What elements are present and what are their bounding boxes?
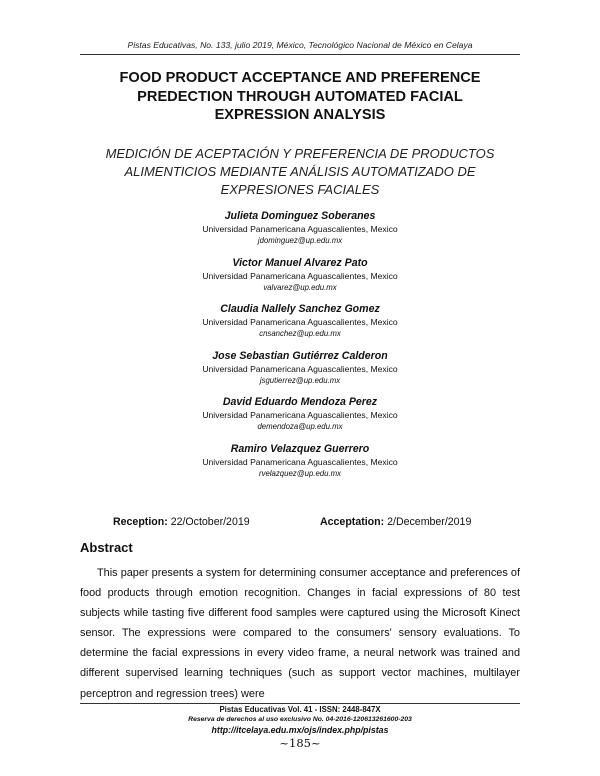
footer-journal: Pistas Educativas Vol. 41 - ISSN: 2448-847X — [219, 705, 381, 714]
reception-label: Reception: — [113, 516, 168, 528]
author-block — [100, 256, 500, 294]
author-block — [100, 302, 500, 340]
author-email[interactable]: cnsanchez@up.edu.mx — [259, 329, 341, 338]
author-email[interactable]: valvarez@up.edu.mx — [263, 282, 337, 292]
author-email[interactable]: jdominguez@up.edu.mx — [257, 236, 343, 245]
paper-title — [70, 69, 530, 125]
author-email[interactable]: demendoza@up.edu.mx — [257, 422, 343, 431]
footer-divider — [80, 703, 520, 704]
author-block — [100, 209, 500, 247]
title-line: FOOD PRODUCT ACCEPTANCE AND PREFERENCE — [119, 70, 481, 86]
page-number: ~185~ — [279, 736, 321, 750]
header-divider — [80, 54, 520, 55]
author-block — [100, 349, 500, 387]
author-email[interactable]: jsgutierrez@up.edu.mx — [259, 375, 341, 385]
author-name: David Eduardo Mendoza Perez — [222, 396, 378, 408]
author-name: Julieta Dominguez Soberanes — [224, 210, 376, 222]
abstract-text: This paper presents a system for determining consumer acceptance and preferences of food products through emotion recognition. Changes in facial expressions of 80 test subjects while tasting five different food samples were captured using the Microsoft Kinect sensor. The expressions were compared to the consumers' sensory evaluations. To determine the facial expressions in every video frame, a neural network was trained and different supervised learning techniques (such as support vector machines, multilayer perceptron and regression trees) were — [80, 567, 520, 700]
paper-subtitle — [70, 145, 530, 199]
reception-value: 22/October/2019 — [170, 516, 250, 528]
abstract-heading: Abstract — [80, 540, 133, 555]
acceptation-label: Acceptation: — [320, 516, 385, 528]
author-block — [100, 442, 500, 480]
subtitle-line: MEDICIÓN DE ACEPTACIÓN Y PREFERENCIA DE PRODUCTOS — [105, 146, 495, 161]
author-name: Victor Manuel Alvarez Pato — [232, 256, 368, 269]
title-line: EXPRESSION ANALYSIS — [214, 107, 386, 123]
page-footer — [0, 705, 600, 751]
title-line: PREDECTION THROUGH AUTOMATED FACIAL — [137, 88, 463, 105]
author-affiliation: Universidad Panamericana Aguascalientes, Mexico — [202, 363, 398, 374]
author-email[interactable]: rvelazquez@up.edu.mx — [258, 468, 342, 478]
subtitle-line: EXPRESIONES FACIALES — [220, 182, 380, 197]
acceptation-date — [320, 515, 471, 529]
running-head: Pistas Educativas, No. 133, julio 2019, México, Tecnológico Nacional de México en Celaya — [127, 40, 473, 50]
subtitle-line: ALIMENTICIOS MEDIANTE ANÁLISIS AUTOMATIZADO DE — [124, 164, 476, 179]
author-name: Claudia Nallely Sanchez Gomez — [220, 303, 380, 315]
author-name: Jose Sebastian Gutiérrez Calderon — [212, 349, 388, 362]
footer-url-link[interactable]: http://itcelaya.edu.mx/ojs/index.php/pistas — [211, 725, 389, 735]
author-list — [100, 209, 500, 488]
acceptation-value: 2/December/2019 — [387, 516, 472, 528]
author-block — [100, 395, 500, 433]
author-affiliation: Universidad Panamericana Aguascalientes, Mexico — [202, 410, 398, 420]
author-affiliation: Universidad Panamericana Aguascalientes, Mexico — [202, 224, 398, 234]
author-name: Ramiro Velazquez Guerrero — [230, 442, 370, 455]
author-affiliation: Universidad Panamericana Aguascalientes, Mexico — [202, 456, 398, 467]
author-affiliation: Universidad Panamericana Aguascalientes, Mexico — [202, 317, 398, 327]
reception-date — [113, 515, 250, 529]
author-affiliation: Universidad Panamericana Aguascalientes, Mexico — [202, 270, 398, 281]
footer-rights: Reserva de derechos al uso exclusivo No. 04-2016-120613261600-203 — [188, 716, 412, 723]
